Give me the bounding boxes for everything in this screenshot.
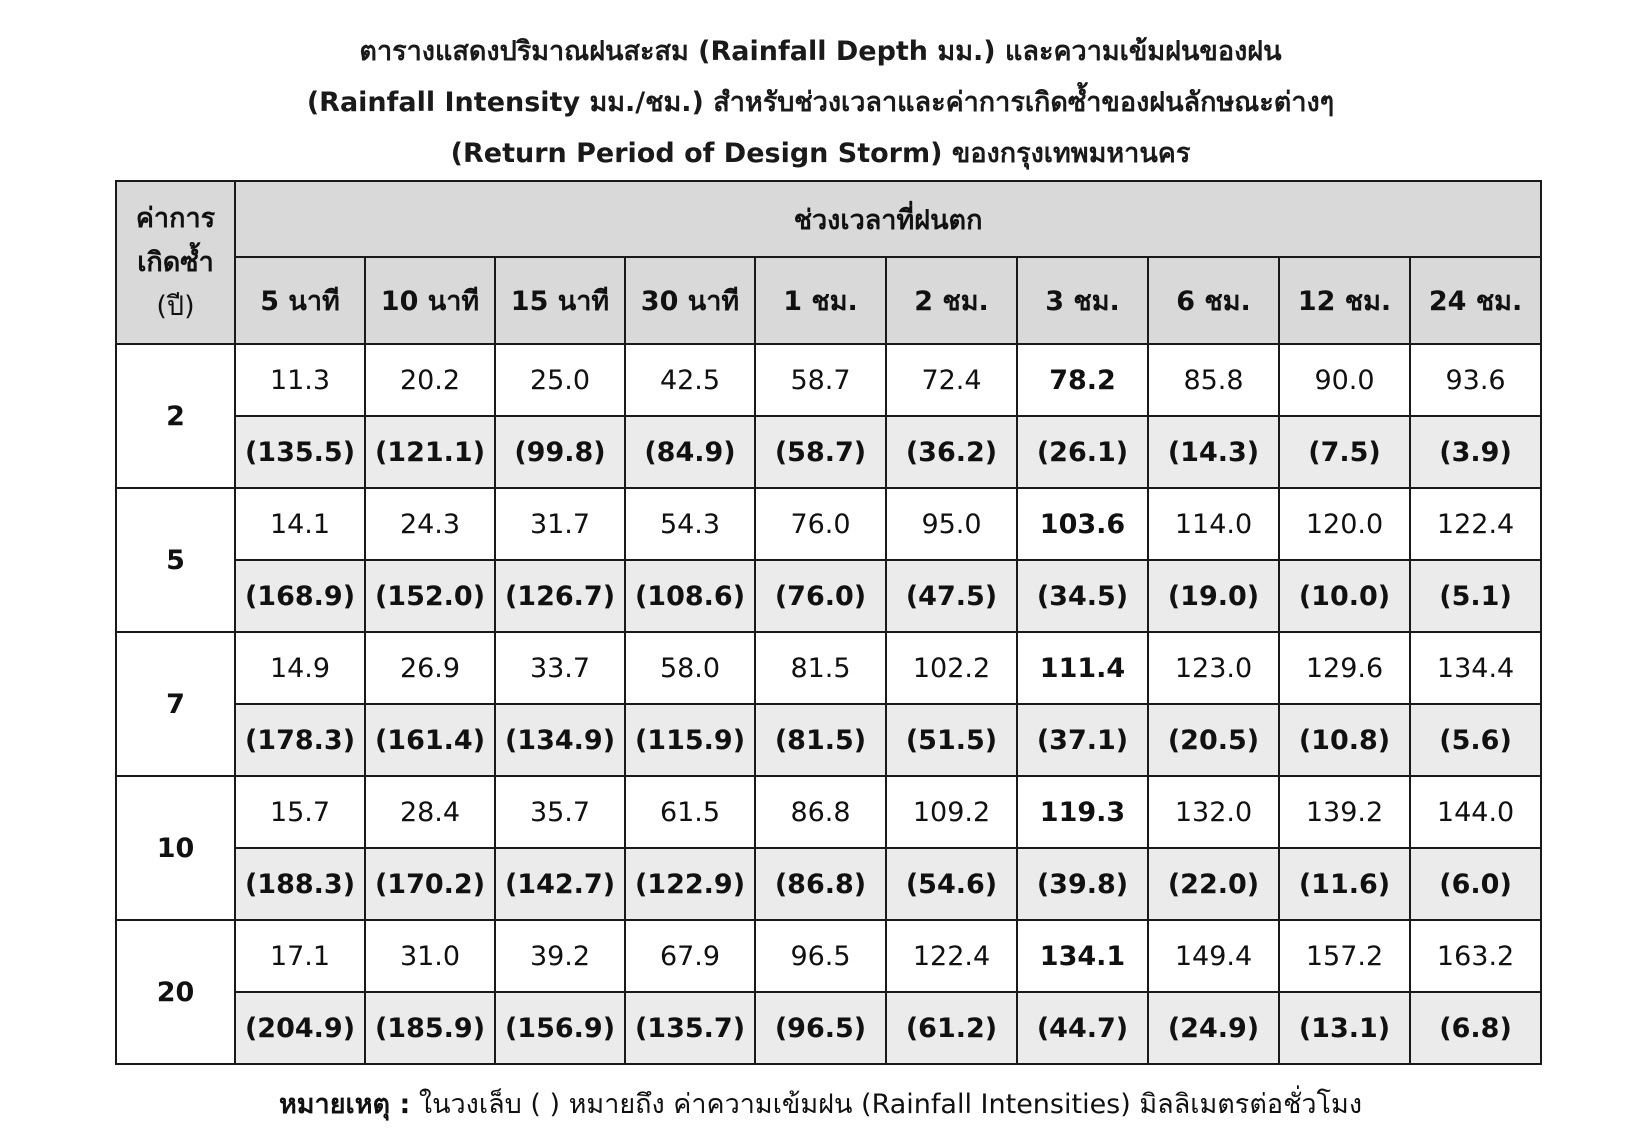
intensity-cell: (96.5) bbox=[755, 992, 886, 1064]
intensity-cell: (5.6) bbox=[1410, 704, 1541, 776]
intensity-cell: (152.0) bbox=[365, 560, 495, 632]
depth-cell: 33.7 bbox=[495, 632, 625, 704]
intensity-cell: (58.7) bbox=[755, 416, 886, 488]
depth-cell: 42.5 bbox=[625, 344, 755, 416]
depth-cell: 96.5 bbox=[755, 920, 886, 992]
depth-cell: 20.2 bbox=[365, 344, 495, 416]
intensity-cell: (115.9) bbox=[625, 704, 755, 776]
intensity-cell: (34.5) bbox=[1017, 560, 1148, 632]
intensity-cell: (204.9) bbox=[235, 992, 365, 1064]
intensity-cell: (6.0) bbox=[1410, 848, 1541, 920]
return-period-cell: 7 bbox=[116, 632, 235, 776]
duration-header-cell: 3 ชม. bbox=[1017, 257, 1148, 344]
depth-cell: 17.1 bbox=[235, 920, 365, 992]
depth-cell: 54.3 bbox=[625, 488, 755, 560]
footnote-text: ในวงเล็บ ( ) หมายถึง ค่าความเข้มฝน (Rainfall Intensities) มิลลิเมตรต่อชั่วโมง bbox=[410, 1089, 1363, 1120]
intensity-cell: (122.9) bbox=[625, 848, 755, 920]
table-row-intensity bbox=[116, 704, 1541, 776]
depth-cell: 95.0 bbox=[886, 488, 1017, 560]
duration-header-cell: 6 ชม. bbox=[1148, 257, 1279, 344]
return-period-cell: 20 bbox=[116, 920, 235, 1064]
intensity-cell: (22.0) bbox=[1148, 848, 1279, 920]
depth-cell: 90.0 bbox=[1279, 344, 1410, 416]
depth-cell: 122.4 bbox=[886, 920, 1017, 992]
intensity-cell: (36.2) bbox=[886, 416, 1017, 488]
intensity-cell: (99.8) bbox=[495, 416, 625, 488]
depth-cell: 58.0 bbox=[625, 632, 755, 704]
depth-cell: 39.2 bbox=[495, 920, 625, 992]
rainfall-table bbox=[115, 180, 1542, 1065]
intensity-cell: (19.0) bbox=[1148, 560, 1279, 632]
intensity-cell: (54.6) bbox=[886, 848, 1017, 920]
intensity-cell: (134.9) bbox=[495, 704, 625, 776]
intensity-cell: (188.3) bbox=[235, 848, 365, 920]
table-row-depth bbox=[116, 344, 1541, 416]
depth-cell: 35.7 bbox=[495, 776, 625, 848]
intensity-cell: (178.3) bbox=[235, 704, 365, 776]
duration-header-cell: 5 นาที bbox=[235, 257, 365, 344]
duration-header-cell: 24 ชม. bbox=[1410, 257, 1541, 344]
table-body bbox=[116, 344, 1541, 1064]
footnote-label: หมายเหตุ : bbox=[278, 1089, 411, 1120]
intensity-cell: (24.9) bbox=[1148, 992, 1279, 1064]
depth-cell: 111.4 bbox=[1017, 632, 1148, 704]
intensity-cell: (39.8) bbox=[1017, 848, 1148, 920]
depth-cell: 67.9 bbox=[625, 920, 755, 992]
table-row-depth bbox=[116, 776, 1541, 848]
depth-cell: 123.0 bbox=[1148, 632, 1279, 704]
intensity-cell: (108.6) bbox=[625, 560, 755, 632]
depth-cell: 11.3 bbox=[235, 344, 365, 416]
intensity-cell: (3.9) bbox=[1410, 416, 1541, 488]
intensity-cell: (61.2) bbox=[886, 992, 1017, 1064]
depth-cell: 134.1 bbox=[1017, 920, 1148, 992]
intensity-cell: (86.8) bbox=[755, 848, 886, 920]
intensity-cell: (170.2) bbox=[365, 848, 495, 920]
depth-cell: 122.4 bbox=[1410, 488, 1541, 560]
duration-header: ช่วงเวลาที่ฝนตก bbox=[235, 181, 1541, 257]
intensity-cell: (26.1) bbox=[1017, 416, 1148, 488]
page-title bbox=[0, 26, 1641, 179]
intensity-cell: (121.1) bbox=[365, 416, 495, 488]
intensity-cell: (44.7) bbox=[1017, 992, 1148, 1064]
depth-cell: 86.8 bbox=[755, 776, 886, 848]
table-row-intensity bbox=[116, 416, 1541, 488]
duration-header-cell: 1 ชม. bbox=[755, 257, 886, 344]
depth-cell: 102.2 bbox=[886, 632, 1017, 704]
depth-cell: 114.0 bbox=[1148, 488, 1279, 560]
depth-cell: 163.2 bbox=[1410, 920, 1541, 992]
depth-cell: 76.0 bbox=[755, 488, 886, 560]
depth-cell: 157.2 bbox=[1279, 920, 1410, 992]
depth-cell: 93.6 bbox=[1410, 344, 1541, 416]
return-period-header-line1: ค่าการ bbox=[135, 202, 216, 234]
table-row-intensity bbox=[116, 992, 1541, 1064]
intensity-cell: (161.4) bbox=[365, 704, 495, 776]
depth-cell: 58.7 bbox=[755, 344, 886, 416]
intensity-cell: (135.5) bbox=[235, 416, 365, 488]
depth-cell: 129.6 bbox=[1279, 632, 1410, 704]
table-row-depth bbox=[116, 488, 1541, 560]
duration-header-cell: 10 นาที bbox=[365, 257, 495, 344]
intensity-cell: (84.9) bbox=[625, 416, 755, 488]
intensity-cell: (81.5) bbox=[755, 704, 886, 776]
depth-cell: 103.6 bbox=[1017, 488, 1148, 560]
intensity-cell: (168.9) bbox=[235, 560, 365, 632]
return-period-header-line3: (ปี) bbox=[156, 290, 195, 322]
depth-cell: 119.3 bbox=[1017, 776, 1148, 848]
intensity-cell: (51.5) bbox=[886, 704, 1017, 776]
title-line-3: (Return Period of Design Storm) ของกรุงเทพมหานคร bbox=[450, 138, 1191, 169]
return-period-header-line2: เกิดซ้ำ bbox=[137, 246, 214, 278]
duration-header-cell: 15 นาที bbox=[495, 257, 625, 344]
depth-cell: 15.7 bbox=[235, 776, 365, 848]
depth-cell: 31.0 bbox=[365, 920, 495, 992]
depth-cell: 134.4 bbox=[1410, 632, 1541, 704]
return-period-cell: 10 bbox=[116, 776, 235, 920]
depth-cell: 139.2 bbox=[1279, 776, 1410, 848]
depth-cell: 24.3 bbox=[365, 488, 495, 560]
depth-cell: 14.1 bbox=[235, 488, 365, 560]
depth-cell: 85.8 bbox=[1148, 344, 1279, 416]
duration-header-row bbox=[116, 257, 1541, 344]
intensity-cell: (126.7) bbox=[495, 560, 625, 632]
depth-cell: 31.7 bbox=[495, 488, 625, 560]
duration-header-cell: 2 ชม. bbox=[886, 257, 1017, 344]
depth-cell: 149.4 bbox=[1148, 920, 1279, 992]
title-line-2: (Rainfall Intensity มม./ชม.) สำหรับช่วงเวลาและค่าการเกิดซ้ำของฝนลักษณะต่างๆ bbox=[306, 87, 1335, 118]
return-period-cell: 5 bbox=[116, 488, 235, 632]
depth-cell: 109.2 bbox=[886, 776, 1017, 848]
intensity-cell: (76.0) bbox=[755, 560, 886, 632]
duration-header-cell: 30 นาที bbox=[625, 257, 755, 344]
table-row-intensity bbox=[116, 560, 1541, 632]
intensity-cell: (47.5) bbox=[886, 560, 1017, 632]
table-row-depth bbox=[116, 920, 1541, 992]
footnote bbox=[0, 1082, 1641, 1125]
depth-cell: 14.9 bbox=[235, 632, 365, 704]
intensity-cell: (11.6) bbox=[1279, 848, 1410, 920]
return-period-header bbox=[116, 181, 235, 344]
intensity-cell: (13.1) bbox=[1279, 992, 1410, 1064]
intensity-cell: (7.5) bbox=[1279, 416, 1410, 488]
intensity-cell: (37.1) bbox=[1017, 704, 1148, 776]
intensity-cell: (14.3) bbox=[1148, 416, 1279, 488]
table-row-intensity bbox=[116, 848, 1541, 920]
depth-cell: 81.5 bbox=[755, 632, 886, 704]
depth-cell: 144.0 bbox=[1410, 776, 1541, 848]
depth-cell: 26.9 bbox=[365, 632, 495, 704]
title-line-1: ตารางแสดงปริมาณฝนสะสม (Rainfall Depth มม.) และความเข้มฝนของฝน bbox=[359, 36, 1282, 67]
intensity-cell: (156.9) bbox=[495, 992, 625, 1064]
duration-header-cell: 12 ชม. bbox=[1279, 257, 1410, 344]
intensity-cell: (142.7) bbox=[495, 848, 625, 920]
intensity-cell: (10.0) bbox=[1279, 560, 1410, 632]
depth-cell: 28.4 bbox=[365, 776, 495, 848]
return-period-cell: 2 bbox=[116, 344, 235, 488]
table-row-depth bbox=[116, 632, 1541, 704]
depth-cell: 78.2 bbox=[1017, 344, 1148, 416]
intensity-cell: (5.1) bbox=[1410, 560, 1541, 632]
depth-cell: 72.4 bbox=[886, 344, 1017, 416]
depth-cell: 61.5 bbox=[625, 776, 755, 848]
intensity-cell: (135.7) bbox=[625, 992, 755, 1064]
depth-cell: 25.0 bbox=[495, 344, 625, 416]
intensity-cell: (20.5) bbox=[1148, 704, 1279, 776]
intensity-cell: (6.8) bbox=[1410, 992, 1541, 1064]
depth-cell: 120.0 bbox=[1279, 488, 1410, 560]
intensity-cell: (185.9) bbox=[365, 992, 495, 1064]
intensity-cell: (10.8) bbox=[1279, 704, 1410, 776]
depth-cell: 132.0 bbox=[1148, 776, 1279, 848]
